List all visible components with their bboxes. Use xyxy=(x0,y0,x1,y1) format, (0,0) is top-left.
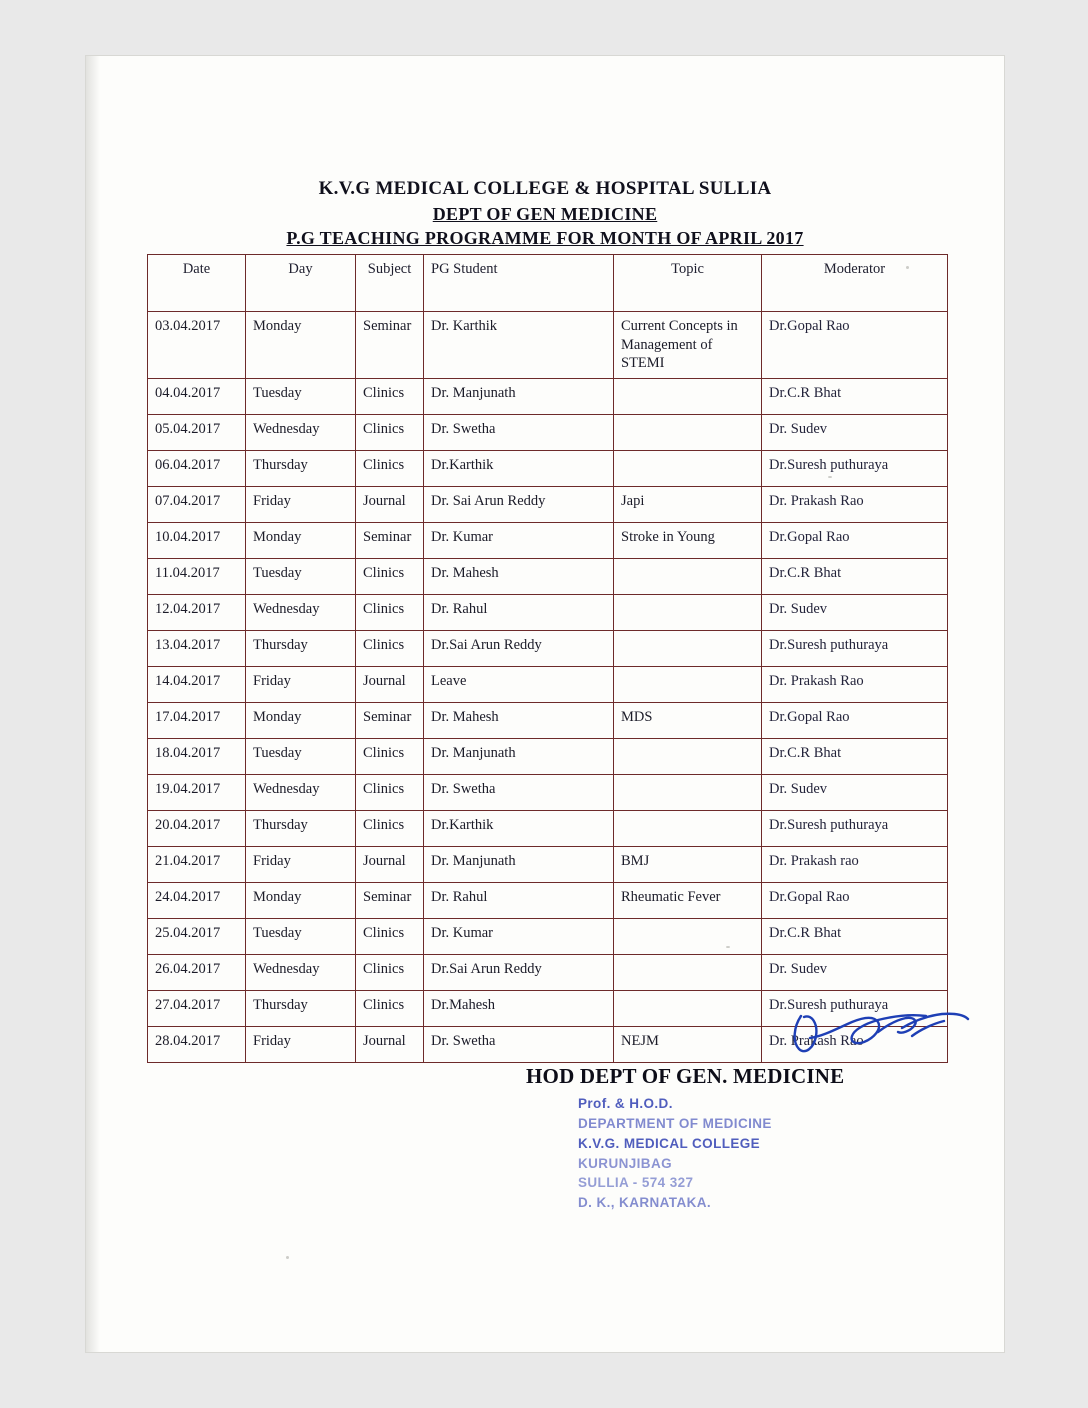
table-header-row xyxy=(148,255,948,312)
cell-pg-student: Dr. Kumar xyxy=(424,522,614,558)
scan-speck xyxy=(828,476,832,478)
cell-date: 18.04.2017 xyxy=(148,738,246,774)
cell-moderator: Dr.C.R Bhat xyxy=(762,918,948,954)
table-row xyxy=(148,1026,948,1062)
table-row xyxy=(148,738,948,774)
cell-pg-student: Dr. Kumar xyxy=(424,918,614,954)
cell-day: Wednesday xyxy=(246,414,356,450)
cell-pg-student: Dr. Manjunath xyxy=(424,846,614,882)
table-row xyxy=(148,594,948,630)
paper-sheet xyxy=(86,56,1004,1352)
cell-topic xyxy=(614,378,762,414)
document-heading xyxy=(86,176,1004,250)
cell-day: Tuesday xyxy=(246,918,356,954)
cell-subject: Clinics xyxy=(356,378,424,414)
table-row xyxy=(148,810,948,846)
cell-topic xyxy=(614,990,762,1026)
column-header-topic: Topic xyxy=(614,255,762,312)
cell-subject: Clinics xyxy=(356,594,424,630)
cell-day: Tuesday xyxy=(246,378,356,414)
heading-institution: K.V.G MEDICAL COLLEGE & HOSPITAL SULLIA xyxy=(318,178,772,199)
cell-date: 03.04.2017 xyxy=(148,312,246,379)
cell-date: 04.04.2017 xyxy=(148,378,246,414)
schedule-table xyxy=(147,254,948,1063)
column-header-date: Date xyxy=(148,255,246,312)
cell-topic xyxy=(614,918,762,954)
scan-speck xyxy=(286,1256,289,1259)
department-rubber-stamp xyxy=(578,1094,772,1213)
table-row xyxy=(148,702,948,738)
table-body xyxy=(148,312,948,1063)
table-row xyxy=(148,666,948,702)
cell-topic: MDS xyxy=(614,702,762,738)
cell-topic xyxy=(614,738,762,774)
cell-date: 05.04.2017 xyxy=(148,414,246,450)
cell-day: Tuesday xyxy=(246,558,356,594)
table-row xyxy=(148,378,948,414)
cell-subject: Journal xyxy=(356,486,424,522)
cell-subject: Clinics xyxy=(356,414,424,450)
cell-pg-student: Leave xyxy=(424,666,614,702)
scan-speck xyxy=(906,266,909,269)
table-row xyxy=(148,414,948,450)
cell-moderator: Dr.C.R Bhat xyxy=(762,558,948,594)
cell-day: Thursday xyxy=(246,990,356,1026)
cell-moderator: Dr. Sudev xyxy=(762,954,948,990)
cell-topic: Japi xyxy=(614,486,762,522)
cell-date: 28.04.2017 xyxy=(148,1026,246,1062)
table-row xyxy=(148,630,948,666)
cell-subject: Clinics xyxy=(356,774,424,810)
stamp-line-6: D. K., KARNATAKA. xyxy=(578,1195,712,1211)
cell-moderator: Dr.Gopal Rao xyxy=(762,522,948,558)
cell-date: 13.04.2017 xyxy=(148,630,246,666)
cell-topic xyxy=(614,450,762,486)
column-header-subject: Subject xyxy=(356,255,424,312)
cell-date: 20.04.2017 xyxy=(148,810,246,846)
cell-topic xyxy=(614,558,762,594)
cell-pg-student: Dr.Mahesh xyxy=(424,990,614,1026)
cell-subject: Seminar xyxy=(356,522,424,558)
table-row xyxy=(148,846,948,882)
cell-day: Friday xyxy=(246,1026,356,1062)
cell-subject: Seminar xyxy=(356,702,424,738)
cell-pg-student: Dr. Mahesh xyxy=(424,558,614,594)
column-header-day: Day xyxy=(246,255,356,312)
cell-pg-student: Dr.Karthik xyxy=(424,810,614,846)
cell-day: Thursday xyxy=(246,810,356,846)
cell-date: 19.04.2017 xyxy=(148,774,246,810)
cell-day: Monday xyxy=(246,522,356,558)
cell-moderator: Dr.Suresh puthuraya xyxy=(762,810,948,846)
cell-moderator: Dr. Sudev xyxy=(762,594,948,630)
table-row xyxy=(148,774,948,810)
table-row xyxy=(148,558,948,594)
cell-pg-student: Dr. Karthik xyxy=(424,312,614,379)
cell-subject: Seminar xyxy=(356,882,424,918)
table-header xyxy=(148,255,948,312)
cell-day: Wednesday xyxy=(246,954,356,990)
cell-subject: Clinics xyxy=(356,990,424,1026)
cell-moderator: Dr. Prakash Rao xyxy=(762,1026,948,1062)
table-row xyxy=(148,312,948,379)
hod-signature-title: HOD DEPT OF GEN. MEDICINE xyxy=(526,1064,845,1088)
cell-moderator: Dr. Prakash Rao xyxy=(762,486,948,522)
cell-subject: Seminar xyxy=(356,312,424,379)
cell-day: Friday xyxy=(246,666,356,702)
table-row xyxy=(148,450,948,486)
cell-moderator: Dr. Prakash Rao xyxy=(762,666,948,702)
cell-date: 10.04.2017 xyxy=(148,522,246,558)
cell-date: 14.04.2017 xyxy=(148,666,246,702)
stamp-line-5: SULLIA - 574 327 xyxy=(578,1175,694,1191)
table-row xyxy=(148,918,948,954)
cell-topic xyxy=(614,414,762,450)
cell-date: 17.04.2017 xyxy=(148,702,246,738)
cell-moderator: Dr.Gopal Rao xyxy=(762,882,948,918)
cell-topic: Rheumatic Fever xyxy=(614,882,762,918)
cell-topic xyxy=(614,774,762,810)
stamp-line-2: DEPARTMENT OF MEDICINE xyxy=(578,1115,772,1131)
table-row xyxy=(148,954,948,990)
cell-topic xyxy=(614,810,762,846)
cell-subject: Clinics xyxy=(356,810,424,846)
cell-subject: Clinics xyxy=(356,450,424,486)
cell-moderator: Dr.Gopal Rao xyxy=(762,702,948,738)
cell-topic: Current Concepts in Management of STEMI xyxy=(614,312,762,379)
heading-department: DEPT OF GEN MEDICINE xyxy=(432,203,658,224)
cell-date: 11.04.2017 xyxy=(148,558,246,594)
cell-topic: BMJ xyxy=(614,846,762,882)
cell-pg-student: Dr. Swetha xyxy=(424,1026,614,1062)
cell-pg-student: Dr. Rahul xyxy=(424,594,614,630)
cell-subject: Journal xyxy=(356,1026,424,1062)
cell-day: Friday xyxy=(246,846,356,882)
scan-speck xyxy=(726,946,730,948)
cell-subject: Clinics xyxy=(356,738,424,774)
cell-topic xyxy=(614,630,762,666)
cell-subject: Journal xyxy=(356,846,424,882)
cell-date: 21.04.2017 xyxy=(148,846,246,882)
cell-moderator: Dr.Suresh puthuraya xyxy=(762,630,948,666)
cell-pg-student: Dr.Karthik xyxy=(424,450,614,486)
column-header-pg-student: PG Student xyxy=(424,255,614,312)
cell-date: 26.04.2017 xyxy=(148,954,246,990)
cell-pg-student: Dr. Manjunath xyxy=(424,378,614,414)
cell-day: Thursday xyxy=(246,630,356,666)
cell-topic xyxy=(614,666,762,702)
table-row xyxy=(148,522,948,558)
cell-date: 06.04.2017 xyxy=(148,450,246,486)
stamp-line-1: Prof. & H.O.D. xyxy=(578,1096,673,1111)
schedule-table-wrapper xyxy=(147,254,947,1063)
stamp-line-3: K.V.G. MEDICAL COLLEGE xyxy=(578,1135,761,1151)
cell-pg-student: Dr.Sai Arun Reddy xyxy=(424,954,614,990)
cell-day: Monday xyxy=(246,882,356,918)
cell-moderator: Dr.C.R Bhat xyxy=(762,378,948,414)
stamp-line-4: KURUNJIBAG xyxy=(578,1155,673,1171)
table-row xyxy=(148,990,948,1026)
cell-subject: Clinics xyxy=(356,558,424,594)
cell-pg-student: Dr. Mahesh xyxy=(424,702,614,738)
cell-pg-student: Dr. Rahul xyxy=(424,882,614,918)
cell-date: 25.04.2017 xyxy=(148,918,246,954)
cell-moderator: Dr.C.R Bhat xyxy=(762,738,948,774)
cell-moderator: Dr. Sudev xyxy=(762,774,948,810)
cell-date: 12.04.2017 xyxy=(148,594,246,630)
cell-day: Wednesday xyxy=(246,774,356,810)
cell-moderator: Dr.Suresh puthuraya xyxy=(762,990,948,1026)
cell-date: 07.04.2017 xyxy=(148,486,246,522)
cell-topic xyxy=(614,594,762,630)
cell-date: 27.04.2017 xyxy=(148,990,246,1026)
cell-pg-student: Dr. Sai Arun Reddy xyxy=(424,486,614,522)
cell-pg-student: Dr.Sai Arun Reddy xyxy=(424,630,614,666)
table-row xyxy=(148,486,948,522)
cell-day: Friday xyxy=(246,486,356,522)
cell-moderator: Dr.Gopal Rao xyxy=(762,312,948,379)
cell-topic: NEJM xyxy=(614,1026,762,1062)
cell-subject: Journal xyxy=(356,666,424,702)
cell-moderator: Dr. Prakash rao xyxy=(762,846,948,882)
column-header-moderator: Moderator xyxy=(762,255,948,312)
cell-day: Wednesday xyxy=(246,594,356,630)
cell-subject: Clinics xyxy=(356,918,424,954)
cell-subject: Clinics xyxy=(356,630,424,666)
cell-moderator: Dr. Sudev xyxy=(762,414,948,450)
cell-pg-student: Dr. Manjunath xyxy=(424,738,614,774)
table-row xyxy=(148,882,948,918)
cell-topic xyxy=(614,954,762,990)
heading-programme: P.G TEACHING PROGRAMME FOR MONTH OF APRIL 2017 xyxy=(286,227,804,248)
cell-pg-student: Dr. Swetha xyxy=(424,774,614,810)
cell-day: Monday xyxy=(246,702,356,738)
cell-topic: Stroke in Young xyxy=(614,522,762,558)
cell-day: Tuesday xyxy=(246,738,356,774)
cell-subject: Clinics xyxy=(356,954,424,990)
cell-date: 24.04.2017 xyxy=(148,882,246,918)
cell-day: Monday xyxy=(246,312,356,379)
cell-moderator: Dr.Suresh puthuraya xyxy=(762,450,948,486)
cell-day: Thursday xyxy=(246,450,356,486)
cell-pg-student: Dr. Swetha xyxy=(424,414,614,450)
